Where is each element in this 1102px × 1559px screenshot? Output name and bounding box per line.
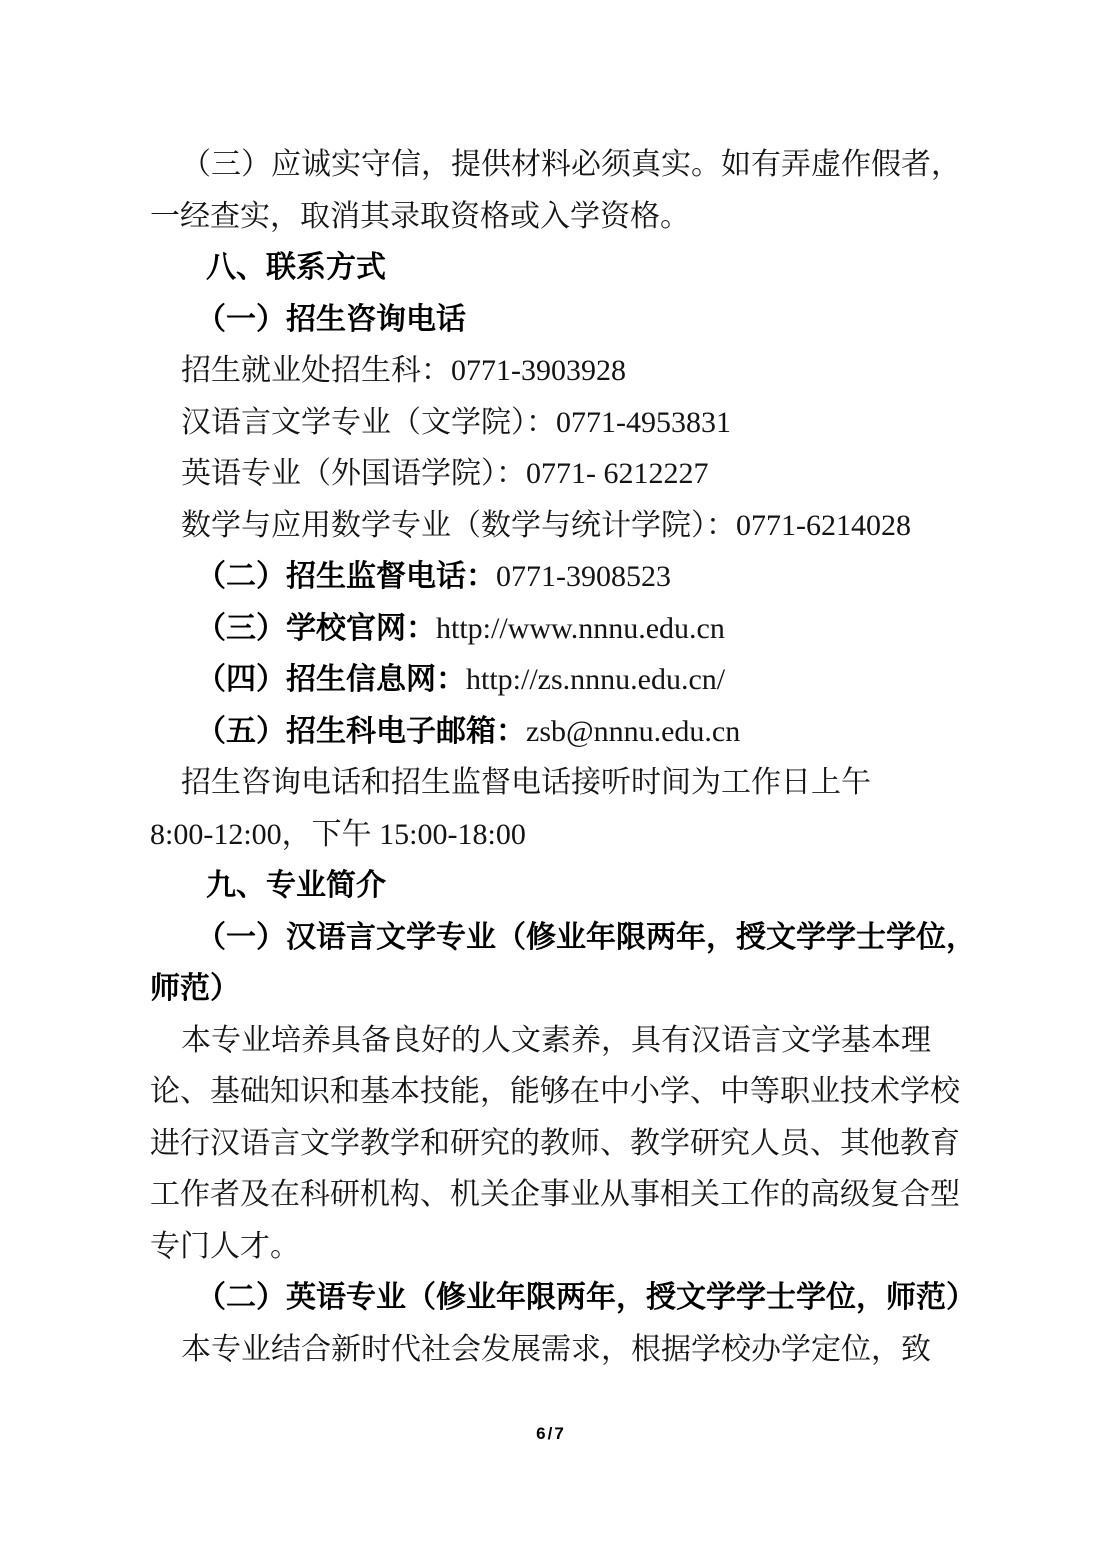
text-line xyxy=(150,500,952,552)
bold-text-segment: （三）学校官网： xyxy=(196,611,436,645)
text-line xyxy=(150,139,961,191)
text-segment: 专门人才。 xyxy=(150,1229,300,1263)
bold-text-segment: （二）招生监督电话： xyxy=(196,560,496,593)
bold-text-segment: （一）招生咨询电话 xyxy=(196,302,466,336)
text-line xyxy=(150,603,952,655)
bold-text-segment: （二）英语专业（修业年限两年，授文学学士学位，师范） xyxy=(196,1281,976,1314)
text-line xyxy=(150,448,952,500)
text-segment: 本专业培养具备良好的人文素养，具有汉语言文学基本理 xyxy=(181,1023,931,1057)
text-line xyxy=(150,551,952,603)
text-line xyxy=(150,809,952,861)
bold-text-segment: （五）招生科电子邮箱： xyxy=(196,714,526,748)
text-line xyxy=(150,1169,960,1221)
text-segment: 数学与应用数学专业（数学与统计学院）：0771-6214028 xyxy=(181,508,911,542)
text-line xyxy=(150,1015,952,1067)
text-segment: 招生咨询电话和招生监督电话接听时间为工作日上午 xyxy=(181,766,871,799)
text-line xyxy=(150,706,952,758)
text-segment: 工作者及在科研机构、机关企事业从事相关工作的高级复合型 xyxy=(150,1178,960,1211)
text-segment: 进行汉语言文学教学和研究的教师、教学研究人员、其他教育 xyxy=(150,1126,960,1160)
text-line xyxy=(150,963,952,1015)
bold-text-segment: 师范） xyxy=(150,972,240,1005)
text-segment: 招生就业处招生科：0771-3903928 xyxy=(181,354,626,387)
text-line xyxy=(150,912,976,964)
page-number: 6/7 xyxy=(536,1424,566,1443)
bold-text-segment: 九、专业简介 xyxy=(206,869,386,902)
bold-text-segment: 八、联系方式 xyxy=(206,251,386,284)
text-line xyxy=(150,191,952,243)
text-line xyxy=(150,345,952,397)
text-segment: （三）应诚实守信，提供材料必须真实。如有弄虚作假者， xyxy=(181,148,961,181)
text-line xyxy=(150,757,952,809)
text-segment: 论、基础知识和基本技能，能够在中小学、中等职业技术学校 xyxy=(150,1075,960,1108)
text-line xyxy=(150,654,952,706)
text-line xyxy=(150,860,952,912)
text-line xyxy=(150,1272,976,1324)
text-segment: 0771-3908523 xyxy=(496,560,671,593)
text-segment: 本专业结合新时代社会发展需求，根据学校办学定位，致 xyxy=(181,1332,931,1366)
text-line xyxy=(150,294,952,346)
document-body xyxy=(150,0,976,1375)
text-segment: 一经查实，取消其录取资格或入学资格。 xyxy=(150,199,690,233)
text-line xyxy=(150,1221,952,1273)
text-segment: 8:00-12:00，下午 15:00-18:00 xyxy=(150,817,526,851)
text-segment: 汉语言文学专业（文学院）：0771-4953831 xyxy=(181,405,731,439)
text-line xyxy=(150,1066,960,1118)
text-line xyxy=(150,1118,960,1170)
text-segment: http://zs.nnnu.edu.cn/ xyxy=(466,663,726,696)
text-segment: zsb@nnnu.edu.cn xyxy=(526,714,741,748)
bold-text-segment: （一）汉语言文学专业（修业年限两年，授文学学士学位， xyxy=(196,920,976,954)
text-segment: http://www.nnnu.edu.cn xyxy=(436,611,725,645)
text-line xyxy=(150,242,952,294)
text-line xyxy=(150,1324,952,1376)
text-line xyxy=(150,397,952,449)
bold-text-segment: （四）招生信息网： xyxy=(196,663,466,696)
text-segment: 英语专业（外国语学院）：0771- 6212227 xyxy=(181,457,709,490)
page-footer xyxy=(0,1424,1102,1450)
